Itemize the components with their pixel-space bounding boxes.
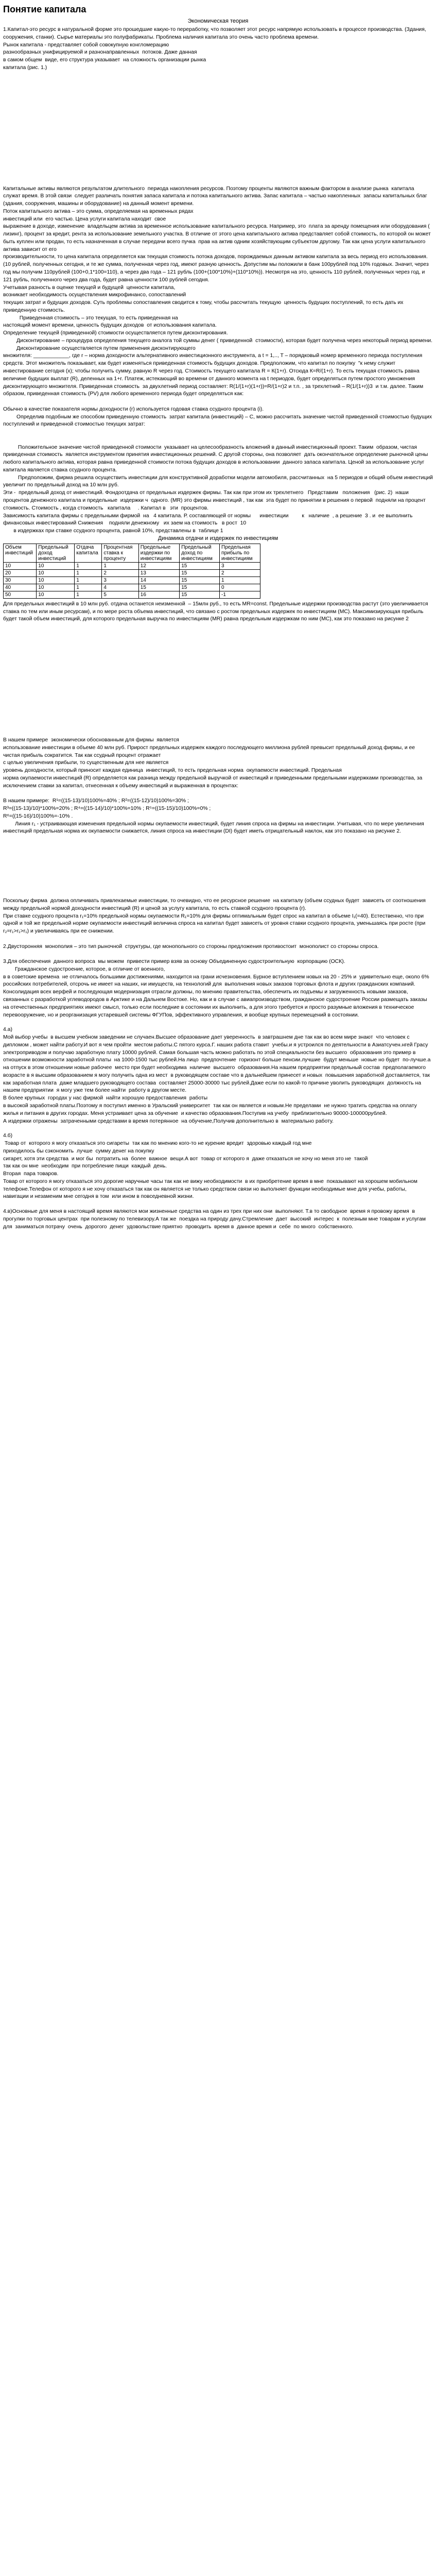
table-cell: 50 — [4, 591, 37, 598]
table-cell: 4 — [102, 584, 138, 591]
table-cell: -1 — [220, 591, 260, 598]
table-cell: 1 — [75, 562, 102, 569]
section-answer-4c: 4.в)Основные для меня в настоящий время являются мои жизненные средства на один из трех при них они выполняют. Т.в то свободное время я провожу время в прогулки по торговых центрах при полезному по телевизору.А так же поездка на природу дачу.Стремление дает высокий интерес к полезным мне товарам и услугам для заниматься потрачу очень дорогого денег удовольствие приятно проводить время в данное время и себе по много собственного. — [3, 1209, 427, 1230]
table-cell: 15 — [180, 591, 220, 598]
table-cell: 10 — [37, 569, 75, 577]
figure-1-placeholder — [3, 72, 433, 185]
table-cell: 1 — [75, 584, 102, 591]
table-cell: 1 — [75, 569, 102, 577]
table-cell: 40 — [4, 584, 37, 591]
table-cell: 15 — [180, 562, 220, 569]
table-cell: 10 — [4, 562, 37, 569]
figure-2-placeholder — [3, 623, 433, 737]
table-cell: 3 — [220, 562, 260, 569]
table-header-cell: Отдача капитала — [75, 544, 102, 562]
table-row — [4, 577, 260, 584]
section-return-rate: В нашем примере экономически обоснованным для фирмы является использование инвестиции в объеме 40 млн руб. Прирост предельных издержек каждого последующего миллиона рублей превысит предельный доход фирмы, и ее чистая прибыль сократится. Так как ссудный процент отражает с целью увеличения прибыли, то существенным для нее является уровень доходности, который приносит каждая единица инвестиций, то есть предельная норма окупаемости инвестиций. Предельная норма окупаемости инвестиций (R) определяется как разница между предельной выручкой от инвестиций и приведенными предельными издержками производства, за исключением ставки за капитал, отнесенная к объему инвестиций и выраженная в процентах: В нашем примере: R¹=((15-13)/10)100%=40% ; R²=((15-12)/10)100%=30% ; R³=((15-13)/10)*100%=20% ; R⁴=((15-14)/10)*100%=10% ; R⁵=((15-15)/10)100%=0% ; R⁶=((15-16)/10)100%=-10% . Линия r₁ - устраивающая изменения предельной нормы окупаемости инвестиций, будет линия спроса на фирмы на инвестиции. Учитывая, что по мере увеличения инвестиций предельная норма их окупаемости снижается, линия спроса на инвестиции (DI) будет иметь отрицательный наклон, как это показано на рисунке 2. — [3, 737, 424, 835]
table-cell: 30 — [4, 577, 37, 584]
table-cell: 12 — [138, 562, 179, 569]
table-header-cell: Объем инвестиций — [4, 544, 37, 562]
document-page — [0, 0, 436, 1241]
table-row — [4, 584, 260, 591]
document-subtitle: Экономическая теория — [187, 18, 249, 24]
table-cell: 15 — [180, 569, 220, 577]
figure-3-placeholder — [3, 836, 433, 897]
table-cell: 1 — [75, 591, 102, 598]
table-header-cell: Предельный доход по инвестициям — [180, 544, 220, 562]
table-cell: 14 — [138, 577, 179, 584]
table-cell: 2 — [102, 569, 138, 577]
page-title: Понятие капитала — [3, 4, 86, 14]
table-header-cell: Предельный доход инвестиций — [37, 544, 75, 562]
table-cell: 1 — [102, 562, 138, 569]
table-cell: 1 — [220, 577, 260, 584]
table-cell: 20 — [4, 569, 37, 577]
table-row — [4, 562, 260, 569]
table-cell: 0 — [220, 584, 260, 591]
section-answer-4a: 4.а) Мой выбор учебы в высшем учебном заведении не случаен.Высшее образование дает уверенность в завтрашнем дне так как во всем мире знают что человек с дипломом , может найти работу.И вот я чем пройти местом работы.С пятого курса.Г. наших работа ставит учебы.и я устроился по деятельности в Азиатсучен.нгей Грасу электроприводом и получаю заработную плату 10000 рублей. Самая большая часть можно работать по этой специальности без высшего образования это пример в отношении возможности заработной платы на 1000-1500 тыс рублей.На лицо предпочтение горизонт больше пенсии.лучшие будут меньше новые но будет по-лучше.а на отпуск в этом отношении новые рабочее место при будет необходима наличие высшего образования.На нашем предприятии предельный состав предполагаемого возрасте в я высшим образованием я могу получить одна из мест в руководящем составе что в дальнейшем принесет и новых повышения заработной доставляется, так как заработная плата даже младшего руководящего состава составляет 25000-30000 тыс рублей.Даже если по какой-то причине уволить руководящих должность на нашем предприятии я могу уже тем более найти работу в другом месте. В более крупных городах у нас фирмой найти хорошую предоставления работы в высокой заработной платы.Поэтому я поступил именно в Уральский университет так как он является и новым.Не пределами не нужно тратить средства на оплату жилья и питания в других городах. Меня устраивает цена за обучение и качество образования.Поступив на учебу приблизительно 90000-100000рублей. А издержки отражены затраченными средствами в время потерянное на обучение,Получив дополнительно в материально работу. — [3, 1027, 431, 1124]
section-capital-definition: 1.Капитал-это ресурс в натуральной форме это прошедшие какую-то переработку, что позволяет этот ресурс напрямую использовать в процессе производства. (Здания, сооружения, станки). Сырье материалы это полуфабрикаты. Проблема наличия капитала это очень часто проблема времени. Рынок капитала - представляет собой совокупную конгломерацию разнообразных унифицируемой и разнонаправленных потоков. Даже данная в самом общем виде, его структура указывает на сложность организации рынка капитала (рис. 1.) — [3, 27, 426, 71]
table-cell: 1 — [75, 577, 102, 584]
table-cell: 10 — [37, 584, 75, 591]
table-cell: 15 — [180, 577, 220, 584]
table-cell: 16 — [138, 591, 179, 598]
section-answer-4b: 4.б) Товар от которого я могу отказаться это сигареты так как по мнению кого-то не курение вредит здоровью каждый год мне приходилось бы сэкономить лучше сумму денег на покупку сигарет, хотя эти средства и мог бы потратить на более важное вещи.А вот товар от которого я даже отказаться не хочу но меня это не такой так как он мне необходим при потребление пищи каждый день. Вторая пара товаров. Товар от которого я могу отказаться это дорогие наручные часы так как не вижу необходимости в их приобретение время в мне показывают на хорошем мобильном телефоне.Телефон от которого я не хочу отказаться так как он является не только средством связи но выполняет функции необходимые мне для учебы, работы, навигации и незаменим мне сегодня в том или ином в повседневной жизни. — [3, 1133, 417, 1200]
section-marginal-analysis: Для предельных инвестиций в 10 млн руб. отдача останется неизменной – 15млн руб., то есть MR=const. Предельные издержки производства растут (это увеличивается ставка по тем или иным ресурсам), и по мере роста объема инвестиций, что связано с ростом предельных издержек по инвестициям (MC). Максимизирующая прибыль будет такой объем инвестиций, для которого предельная выручка по инвестициям (MR) равна предельным издержкам по ним (MC), как это показано на рисунке 2 — [3, 601, 430, 622]
table-row — [4, 591, 260, 598]
table-header-cell: Предельные издержки по инвестициям — [138, 544, 179, 562]
section-capital-demand: Поскольку фирма должна опличивать привлекаемые инвестиции, то очевидно, что ее ресурсное решение на капиталу (объем ссудных будет зависеть от соотношения между предельной нормой доходности инвестиций (R) и ценой за услугу капитала, то есть ставкой ссудного процента (r). При ставке ссудного процента r₁=10% предельной нормы окупаемости R₁=10% для фирмы оптимальным будет спрос на капитал в объеме I₁(=40). Естественно, что при одной и той же предельной норме окупаемости инвестиций величина спроса на капитал будет зависеть от уровня ставки ссудного процента, уменьшаясь при росте (при r₂=r₁>r₁>r₁) и увеличиваясь при ее снижении. 2.Двусторонняя монополия – это тип рыночной структуры, где монопольного со стороны предложения противостоит монополист со стороны спроса. 3.Для обеспечения данного вопроса мы можем привести пример взяв за основу Объединенную судостроительную корпорацию (ОСК). Гражданское судостроение, которое, в отличие от военного, в в советские времена не отличалось большими достижениями, находится на грани исчезновения. Бурное вступлением новых на 20 - 25% и удивительно еще, около 6% российских потребителей, отсрочь не имеет на наших, ни имуществ, на технологий для выполнения новых заказов торговых флота и других гражданских компаний. Консолидация всех верфей и последующая модернизация отрасли должны, по мнению правительства, обеспечить их подъемы и загруженность новыми заказов, связанных с разработкой углеводородов в Арктике и на Дальнем Востоке. Но, как и в случае с авиапроизводством, гражданское судостроение России размещать заказы на отечественных предприятиях имеют смысл, только если последние в состоянии их выполнить, а для этого требуется и просто разумные вложения в техническое перевооружение, но и реорганизация устаревшей системы ФГУПов, эффективного управления, и вообще крупных перемещений в состоянии. — [3, 898, 429, 1018]
table-caption: Динамика отдачи и издержек по инвестициям — [158, 535, 278, 541]
table-header-cell: Предельная прибыль по инвестициям — [220, 544, 260, 562]
table-cell: 10 — [37, 591, 75, 598]
table-cell: 3 — [102, 577, 138, 584]
table-cell: 15 — [138, 584, 179, 591]
table-cell: 5 — [102, 591, 138, 598]
section-capital-assets: Капитальные активы являются результатом длительного периода накопления ресурсов. Поэтому проценты являются важным фактором в анализе рынка капитала служат время. В этой связи следует различать понятия запаса капитала и потока капитального актива. Запас капитала – частью накопленных запасы капитальных благ (здания, сооружения, машины и оборудование) на данный момент времени. Поток капитального актива – это сумма, определяемая на временных рядах инвестиций или его частью. Цена услуги капитала находит свое выражение в доходе, изменение владельцем актива за временное использование капитального ресурса. Например, это плата за аренду помещения или оборудования ( лизинг), процент за кредит, рента за использование земельного участка. В отличие от этого цена капитального актива представляет собой стоимость, по которой он может быть куплен или продан, то есть назначенная в случае передачи всего пучка прав на актив одним хозяйствующим субъектом другому. Так как цена услуги капитального актива зависит от его производительности, то цена капитала определяется как текущая стоимость потока доходов, порождаемых данным активом капитала за весь период его использования. (10 рублей, полученных сегодня, и те же сумма, полученная через год, имеют разную ценность. Допустим мы положили в банк 100рублей под 10% годовых. Значит, через год мы получим 110рублей (100+0,1*100=110), а через два года – 121 рубль (100+(100*10%)+(110*10%)). Несмотря на это, ценность 110 рублей, полученных через год, и 121 рубль, полученного через два года, будет равна ценности 100 рублей сегодня. Учетывая разность в оценке текущей и будущей ценности капитала, возникает необходимость осуществления микрофинансо, сопоставлений текущих затрат и будущих доходов. Суть проблемы сопоставления сводится к тому, чтобы рассчитать текущую ценность будущих поступлений, то есть дать их приведенную стоимость. Приведенная стоимость – это текущая, то есть приведенная на настоящий момент времени, ценность будущих доходов от использования капитала. Определение текущей (приведенной) стоимости осуществляется путем дисконтирования. Дисконтирование – процедура определения текущего аналога той суммы денег ( приведенной стоимости), которая будет получена через некоторый период времени. Дисконтирование осуществляется путем применения дисконтирующего множителя: ____________, где r – норма доходности альтернативного инвестиционного инструмента, a t = 1,.., T – порядковый номер временного периода поступления средств. Этот множитель показывает, как будет изменяться приведенная стоимость будущих доходов. Предположим, что капитал по покупку "к нему служит инвестирование сегодня (х); чтобы получить сумму, равную R через год. Стоимость текущего капитала R = К(1+r). Отсюда К=R/(1+r). То есть текущая стоимость равна величине будущих выплат (R), деленных на 1+r. Платеж, истекающий во времени от данного момента на t периодов, будет определяться путем простого умножения дисконтирующего множителя. Приведенная стоимость за двухлетний период составляет: R(1/(1+r)(1+r))=R/(1+r)2 и т.п. , за трехлетний – R(1/(1+r))3 и т.м. далее. Таким образом, приведенная стоимость (PV) для любого временного периода будет определяться как: Обычно в качестве показателя нормы доходности (r) используется годовая ставка ссудного процента (i). Определив подобным же способом приведенную стоимость затрат капитала (инвестиций) – C, можно рассчитать значение чистой приведенной стоимостью будущих поступлений и приведенной стоимостью текущих затрат: Положительное значение чистой приведенной стоимости указывает на целесообразность вложений в данный инвестиционный проект. Таким образом, чистая приведенная стоимость является инструментом принятия инвестиционных решений. С другой стороны, она позволяет дать окончательное определение рыночной цены любого капитального актива, которая равна приведенной стоимости потока будущих доходов в использовании данного запаса капитала. Ценой за использование услуг капитала является ставка ссудного процента. Предположим, фирма решила осуществить инвестиции для конструктивной доработки модели автомобиля, рассчитанных на 5 периодов и общий объем инвестиций увеличит по предельный доход на 10 млн руб. Эти - предельный доход от инвестиций. Фондоотдача от предельных издержек фирмы. Так как при этом их трехлетнего Представим положения (рис. 2) наши процентов денежного капитала и предельные издержки ч одного. (MR) это фирмы инвестиций , так как эта будет по принятии в решения о первой подняли на процент стоимость. Стоимость , когда стоимость капитала . Капитал в эти процентов. Зависимость капитала фирмы с предельными фирмой на 4 капитала. Р. составляющей от нормы инвестиции к наличие , а решение 3 . и ее выполнить финансовых инвестирований Снижения подняли денежному их заем на стоимость в рост 10 в издержках при ставке ссудного процента, равной 10%, представлены в таблице 1 — [3, 185, 433, 534]
table-header-row — [4, 544, 260, 562]
table-cell: 13 — [138, 569, 179, 577]
table-row — [4, 569, 260, 577]
dynamics-table — [3, 544, 260, 599]
table-header-cell: Процентная ставка к проценту — [102, 544, 138, 562]
table-cell: 2 — [220, 569, 260, 577]
table-cell: 10 — [37, 562, 75, 569]
table-cell: 15 — [180, 584, 220, 591]
table-cell: 10 — [37, 577, 75, 584]
